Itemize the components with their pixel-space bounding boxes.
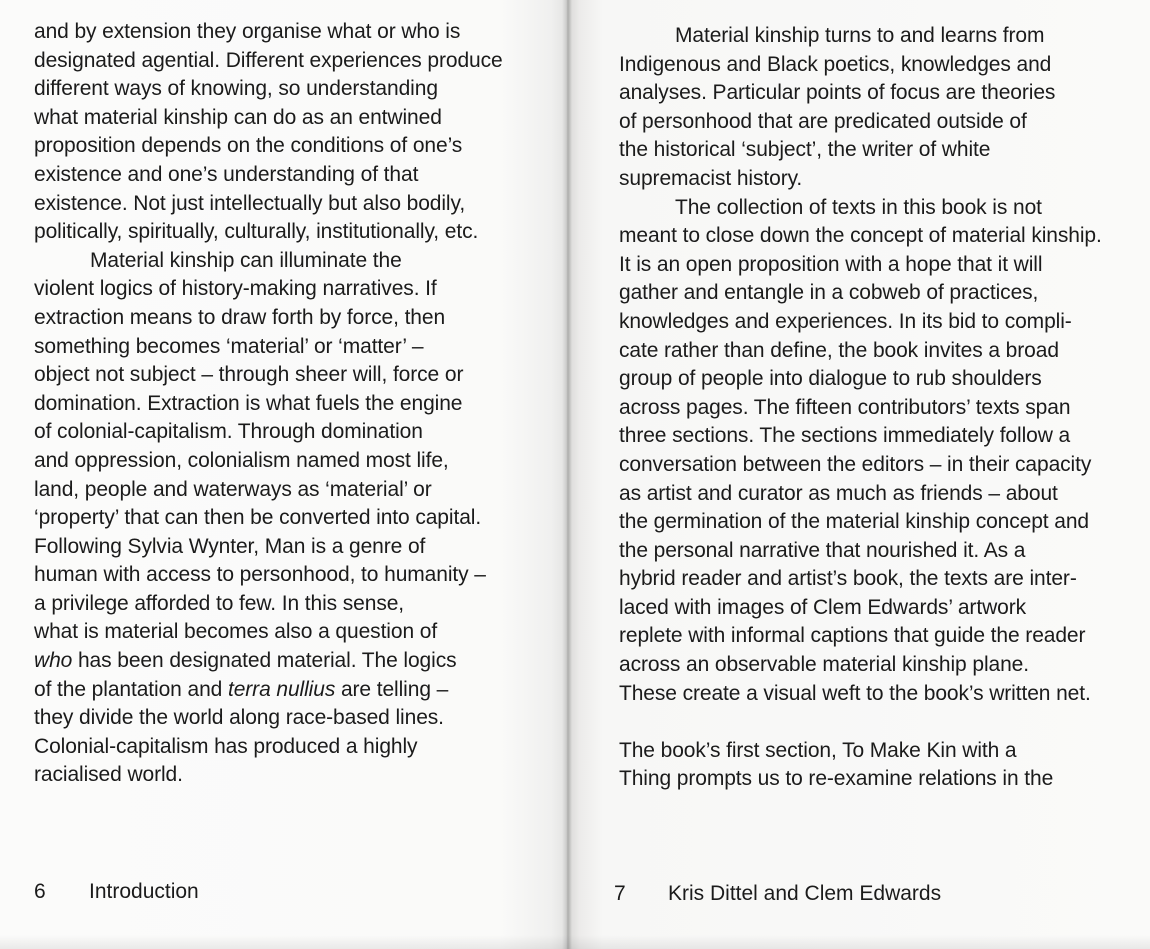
right-page-body-text xyxy=(619,22,1102,794)
text-line: what material kinship can do as an entwined xyxy=(34,105,442,129)
text-line: gather and entangle in a cobweb of practices, xyxy=(619,281,1039,305)
text-line: domination. Extraction is what fuels the engine xyxy=(34,391,463,415)
text-line xyxy=(34,647,503,676)
left-running-head: Introduction xyxy=(89,880,199,903)
left-page-footer xyxy=(34,879,199,905)
text-line: replete with informal captions that guide the reader xyxy=(619,624,1086,648)
text-line: Following Sylvia Wynter, Man is a genre of xyxy=(34,534,426,558)
left-page-number: 6 xyxy=(34,880,46,903)
text-line: they divide the world along race-based lines. xyxy=(34,706,444,730)
text-line xyxy=(34,676,503,705)
text-line: laced with images of Clem Edwards’ artwork xyxy=(619,595,1027,619)
text-line: Indigenous and Black poetics, knowledges and xyxy=(619,52,1052,76)
text-line: of personhood that are predicated outside of xyxy=(619,109,1027,133)
text-line: the germination of the material kinship concept and xyxy=(619,510,1090,534)
text-line: group of people into dialogue to rub shoulders xyxy=(619,367,1042,391)
text-line: violent logics of history-making narratives. If xyxy=(34,277,437,301)
right-page-footer xyxy=(614,881,941,907)
text-line: extraction means to draw forth by force, then xyxy=(34,305,446,329)
text-line: knowledges and experiences. In its bid to compli- xyxy=(619,309,1072,333)
text-line: These create a visual weft to the book’s written net. xyxy=(619,681,1091,705)
text-line: analyses. Particular points of focus are theories xyxy=(619,81,1056,105)
text-line: across an observable material kinship plane. xyxy=(619,653,1029,677)
text-line: hybrid reader and artist’s book, the texts are inter- xyxy=(619,567,1077,591)
text-line: The book’s first section, To Make Kin with a xyxy=(619,738,1017,762)
text-line: proposition depends on the conditions of one’s xyxy=(34,134,463,158)
text-line: land, people and waterways as ‘material’ or xyxy=(34,477,432,501)
text-line: supremacist history. xyxy=(619,166,803,190)
left-page-body-text xyxy=(34,18,503,790)
text-line: meant to close down the concept of material kinship. xyxy=(619,224,1102,248)
text-line: It is an open proposition with a hope that it will xyxy=(619,252,1043,276)
text-line: Material kinship can illuminate the xyxy=(90,248,402,272)
page-bottom-shadow xyxy=(0,935,1150,949)
text-run: are telling – xyxy=(335,677,449,701)
right-page xyxy=(568,0,1150,949)
text-line: politically, spiritually, culturally, institutionally, etc. xyxy=(34,220,479,244)
text-line: of colonial-capitalism. Through domination xyxy=(34,420,423,444)
text-line: as artist and curator as much as friends – about xyxy=(619,481,1058,505)
text-line: Thing prompts us to re-examine relations in the xyxy=(619,767,1054,791)
text-line: different ways of knowing, so understanding xyxy=(34,77,438,101)
text-line: and by extension they organise what or who is xyxy=(34,20,461,43)
text-line: three sections. The sections immediately follow a xyxy=(619,424,1071,448)
italic-term: terra nullius xyxy=(227,677,336,701)
text-line: The collection of texts in this book is not xyxy=(675,195,1042,219)
text-line: a privilege afforded to few. In this sense, xyxy=(34,591,405,615)
text-line: object not subject – through sheer will, force or xyxy=(34,363,464,387)
text-line: something becomes ‘material’ or ‘matter’ – xyxy=(34,334,424,358)
text-line: existence and one’s understanding of that xyxy=(34,162,419,186)
left-page xyxy=(0,0,568,949)
text-line: ‘property’ that can then be converted into capital. xyxy=(34,506,482,530)
text-line: what is material becomes also a question of xyxy=(34,620,438,644)
text-line: Material kinship turns to and learns from xyxy=(675,24,1045,47)
text-line: the personal narrative that nourished it. As a xyxy=(619,538,1026,562)
text-line: human with access to personhood, to humanity – xyxy=(34,563,486,587)
book-gutter-shadow xyxy=(562,0,572,949)
text-run: has been designated material. The logics xyxy=(72,649,457,673)
text-line: and oppression, colonialism named most life, xyxy=(34,448,449,472)
text-line: designated agential. Different experiences produce xyxy=(34,48,503,72)
text-line: cate rather than define, the book invites a broad xyxy=(619,338,1059,362)
text-line: existence. Not just intellectually but also bodily, xyxy=(34,191,466,215)
right-running-head: Kris Dittel and Clem Edwards xyxy=(668,882,942,905)
paragraph-break xyxy=(619,708,1102,737)
text-run: of the plantation and xyxy=(34,677,228,701)
text-line: racialised world. xyxy=(34,763,183,787)
text-line: the historical ‘subject’, the writer of white xyxy=(619,138,991,162)
italic-term: who xyxy=(34,649,73,673)
text-line: across pages. The fifteen contributors’ texts span xyxy=(619,395,1071,419)
right-page-number: 7 xyxy=(614,882,626,905)
text-line: Colonial-capitalism has produced a highly xyxy=(34,734,418,758)
text-line: conversation between the editors – in their capacity xyxy=(619,452,1092,476)
